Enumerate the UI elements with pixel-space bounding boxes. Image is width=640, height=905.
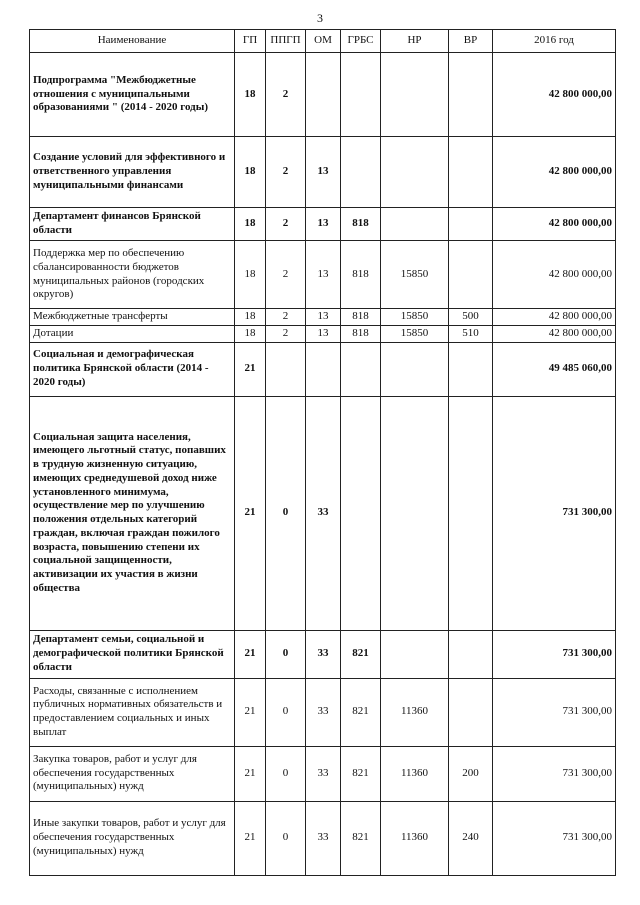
row-om — [306, 342, 341, 396]
row-grbs: 821 — [341, 746, 381, 801]
row-vr — [449, 241, 493, 309]
row-vr — [449, 342, 493, 396]
row-grbs — [341, 342, 381, 396]
row-amount: 731 300,00 — [493, 746, 616, 801]
row-vr — [449, 678, 493, 746]
header-name: Наименование — [30, 30, 235, 53]
row-vr: 510 — [449, 325, 493, 342]
row-name: Иные закупки товаров, работ и услуг для обеспечения государственных (муниципальных) нужд — [30, 801, 235, 875]
row-vr: 240 — [449, 801, 493, 875]
row-om: 33 — [306, 746, 341, 801]
row-om: 33 — [306, 801, 341, 875]
row-amount: 731 300,00 — [493, 678, 616, 746]
row-grbs — [341, 396, 381, 630]
row-ppgp: 2 — [266, 53, 306, 137]
row-gp: 21 — [235, 396, 266, 630]
row-ppgp: 2 — [266, 137, 306, 208]
row-grbs: 818 — [341, 208, 381, 241]
row-grbs: 821 — [341, 801, 381, 875]
row-ppgp: 0 — [266, 746, 306, 801]
row-om: 33 — [306, 396, 341, 630]
row-vr — [449, 53, 493, 137]
row-om: 13 — [306, 241, 341, 309]
row-nr — [381, 396, 449, 630]
table-row — [30, 208, 616, 241]
row-nr — [381, 137, 449, 208]
row-nr — [381, 53, 449, 137]
row-om: 13 — [306, 137, 341, 208]
table-row — [30, 325, 616, 342]
row-name: Дотации — [30, 325, 235, 342]
row-om: 13 — [306, 208, 341, 241]
row-gp: 18 — [235, 137, 266, 208]
header-grbs: ГРБС — [341, 30, 381, 53]
table-row — [30, 746, 616, 801]
row-gp: 21 — [235, 342, 266, 396]
row-name: Создание условий для эффективного и ответственного управления муниципальными финансами — [30, 137, 235, 208]
row-nr: 11360 — [381, 678, 449, 746]
row-ppgp: 0 — [266, 630, 306, 678]
row-ppgp: 2 — [266, 325, 306, 342]
table-row — [30, 678, 616, 746]
page-number: 3 — [317, 11, 323, 25]
row-amount: 731 300,00 — [493, 630, 616, 678]
row-name: Социальная защита населения, имеющего льготный статус, попавших в трудную жизненную ситуацию, имеющих среднедушевой доход ниже установленного минимума, осуществление мер по улучшению положения отдельных категорий граждан, включая граждан пожилого возраста, повышению степени их социальной защищенности, активизации их участия в жизни общества — [30, 396, 235, 630]
row-gp: 18 — [235, 309, 266, 326]
row-gp: 18 — [235, 325, 266, 342]
row-amount: 731 300,00 — [493, 396, 616, 630]
table-row — [30, 309, 616, 326]
row-name: Социальная и демографическая политика Брянской области (2014 - 2020 годы) — [30, 342, 235, 396]
row-name: Подпрограмма "Межбюджетные отношения с муниципальными образованиями " (2014 - 2020 годы) — [30, 53, 235, 137]
row-name: Расходы, связанные с исполнением публичных нормативных обязательств и предоставлением социальных и иных выплат — [30, 678, 235, 746]
row-grbs: 821 — [341, 630, 381, 678]
row-vr — [449, 396, 493, 630]
table-row — [30, 241, 616, 309]
row-om: 13 — [306, 325, 341, 342]
row-ppgp: 2 — [266, 208, 306, 241]
row-gp: 21 — [235, 630, 266, 678]
row-nr: 15850 — [381, 309, 449, 326]
row-nr: 15850 — [381, 241, 449, 309]
row-nr: 11360 — [381, 746, 449, 801]
header-nr: НР — [381, 30, 449, 53]
row-name: Межбюджетные трансферты — [30, 309, 235, 326]
header-ppgp: ППГП — [266, 30, 306, 53]
table-row — [30, 342, 616, 396]
budget-table — [29, 29, 616, 876]
row-grbs: 818 — [341, 309, 381, 326]
row-nr — [381, 630, 449, 678]
header-year: 2016 год — [493, 30, 616, 53]
row-ppgp: 0 — [266, 396, 306, 630]
row-amount: 42 800 000,00 — [493, 309, 616, 326]
table-row — [30, 137, 616, 208]
row-grbs: 821 — [341, 678, 381, 746]
row-name: Департамент финансов Брянской области — [30, 208, 235, 241]
row-vr — [449, 630, 493, 678]
row-amount: 42 800 000,00 — [493, 137, 616, 208]
table-row — [30, 630, 616, 678]
row-vr — [449, 208, 493, 241]
row-name: Поддержка мер по обеспечению сбалансированности бюджетов муниципальных районов (городских округов) — [30, 241, 235, 309]
row-amount: 49 485 060,00 — [493, 342, 616, 396]
row-ppgp: 0 — [266, 801, 306, 875]
table-row — [30, 801, 616, 875]
row-om: 33 — [306, 630, 341, 678]
row-vr: 200 — [449, 746, 493, 801]
row-om: 33 — [306, 678, 341, 746]
row-gp: 18 — [235, 241, 266, 309]
row-om: 13 — [306, 309, 341, 326]
row-vr — [449, 137, 493, 208]
row-gp: 21 — [235, 801, 266, 875]
row-ppgp — [266, 342, 306, 396]
row-amount: 42 800 000,00 — [493, 208, 616, 241]
row-gp: 18 — [235, 53, 266, 137]
header-vr: ВР — [449, 30, 493, 53]
row-grbs: 818 — [341, 325, 381, 342]
row-gp: 21 — [235, 678, 266, 746]
row-nr — [381, 208, 449, 241]
row-grbs: 818 — [341, 241, 381, 309]
row-amount: 731 300,00 — [493, 801, 616, 875]
row-grbs — [341, 53, 381, 137]
row-gp: 18 — [235, 208, 266, 241]
row-nr: 11360 — [381, 801, 449, 875]
row-ppgp: 2 — [266, 241, 306, 309]
table-row — [30, 53, 616, 137]
header-gp: ГП — [235, 30, 266, 53]
row-nr — [381, 342, 449, 396]
table-row — [30, 396, 616, 630]
row-amount: 42 800 000,00 — [493, 53, 616, 137]
row-ppgp: 0 — [266, 678, 306, 746]
header-om: ОМ — [306, 30, 341, 53]
row-name: Закупка товаров, работ и услуг для обеспечения государственных (муниципальных) нужд — [30, 746, 235, 801]
row-amount: 42 800 000,00 — [493, 325, 616, 342]
table-header-row — [30, 30, 616, 53]
row-vr: 500 — [449, 309, 493, 326]
row-gp: 21 — [235, 746, 266, 801]
row-amount: 42 800 000,00 — [493, 241, 616, 309]
row-grbs — [341, 137, 381, 208]
row-om — [306, 53, 341, 137]
row-ppgp: 2 — [266, 309, 306, 326]
row-nr: 15850 — [381, 325, 449, 342]
row-name: Департамент семьи, социальной и демографической политики Брянской области — [30, 630, 235, 678]
